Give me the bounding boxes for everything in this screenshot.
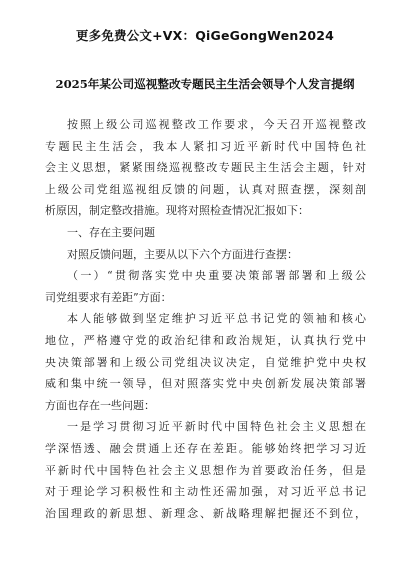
body-text-line: 析原因，制定整改措施。现将对照检查情况汇报如下： xyxy=(45,204,309,218)
document-title: 2025年某公司巡视整改专题民主生活会领导个人发言提纲 xyxy=(55,77,355,91)
body-text-line: 对于理论学习积极性和主动性还需加强，对习近平总书记 xyxy=(45,485,366,499)
watermark-banner: 更多免费公文+VX：QiGeGongWen2024 xyxy=(75,28,335,43)
body-text-line: 对照反馈问题，主要从以下六个方面进行查摆： xyxy=(67,247,298,261)
body-text-line: 学深悟透、融会贯通上还存在差距。能够始终把学习习近 xyxy=(45,441,366,455)
body-text-line: 平新时代中国特色社会主义思想作为首要政治任务，但是 xyxy=(45,463,366,477)
body-text-line: 上级公司党组巡视组反馈的问题，认真对照查摆，深刻剖 xyxy=(45,182,366,196)
body-text-line: 地位，严格遵守党的政治纪律和政治规矩，认真执行党中 xyxy=(45,333,366,347)
body-text-line: （一）“贯彻落实党中央重要决策部署部署和上级公 xyxy=(67,269,366,283)
body-text-line: 一是学习贯彻习近平新时代中国特色社会主义思想在 xyxy=(67,420,366,434)
document-body xyxy=(45,114,366,524)
body-text-line: 司党组要求有差距”方面： xyxy=(45,290,172,304)
body-text-line: 一、存在主要问题 xyxy=(67,225,155,239)
body-text-line: 央决策部署和上级公司党组决议决定，自觉维护党中央权 xyxy=(45,355,366,369)
body-text-line: 本人能够做到坚定维护习近平总书记党的领袖和核心 xyxy=(67,312,366,326)
body-text-line: 会主义思想，紧紧围绕巡视整改专题民主生活会主题，针对 xyxy=(45,161,366,175)
body-text-line: 专题民主生活会，我本人紧扣习近平新时代中国特色社 xyxy=(45,139,366,153)
body-text-line: 按照上级公司巡视整改工作要求，今天召开巡视整改 xyxy=(67,118,366,131)
body-text-line: 威和集中统一领导，但对照落实党中央创新发展决策部署 xyxy=(45,377,366,391)
body-text-line: 方面也存在一些问题： xyxy=(45,398,155,412)
body-text-line: 治国理政的新思想、新理念、新战略理解把握还不到位， xyxy=(45,506,366,520)
